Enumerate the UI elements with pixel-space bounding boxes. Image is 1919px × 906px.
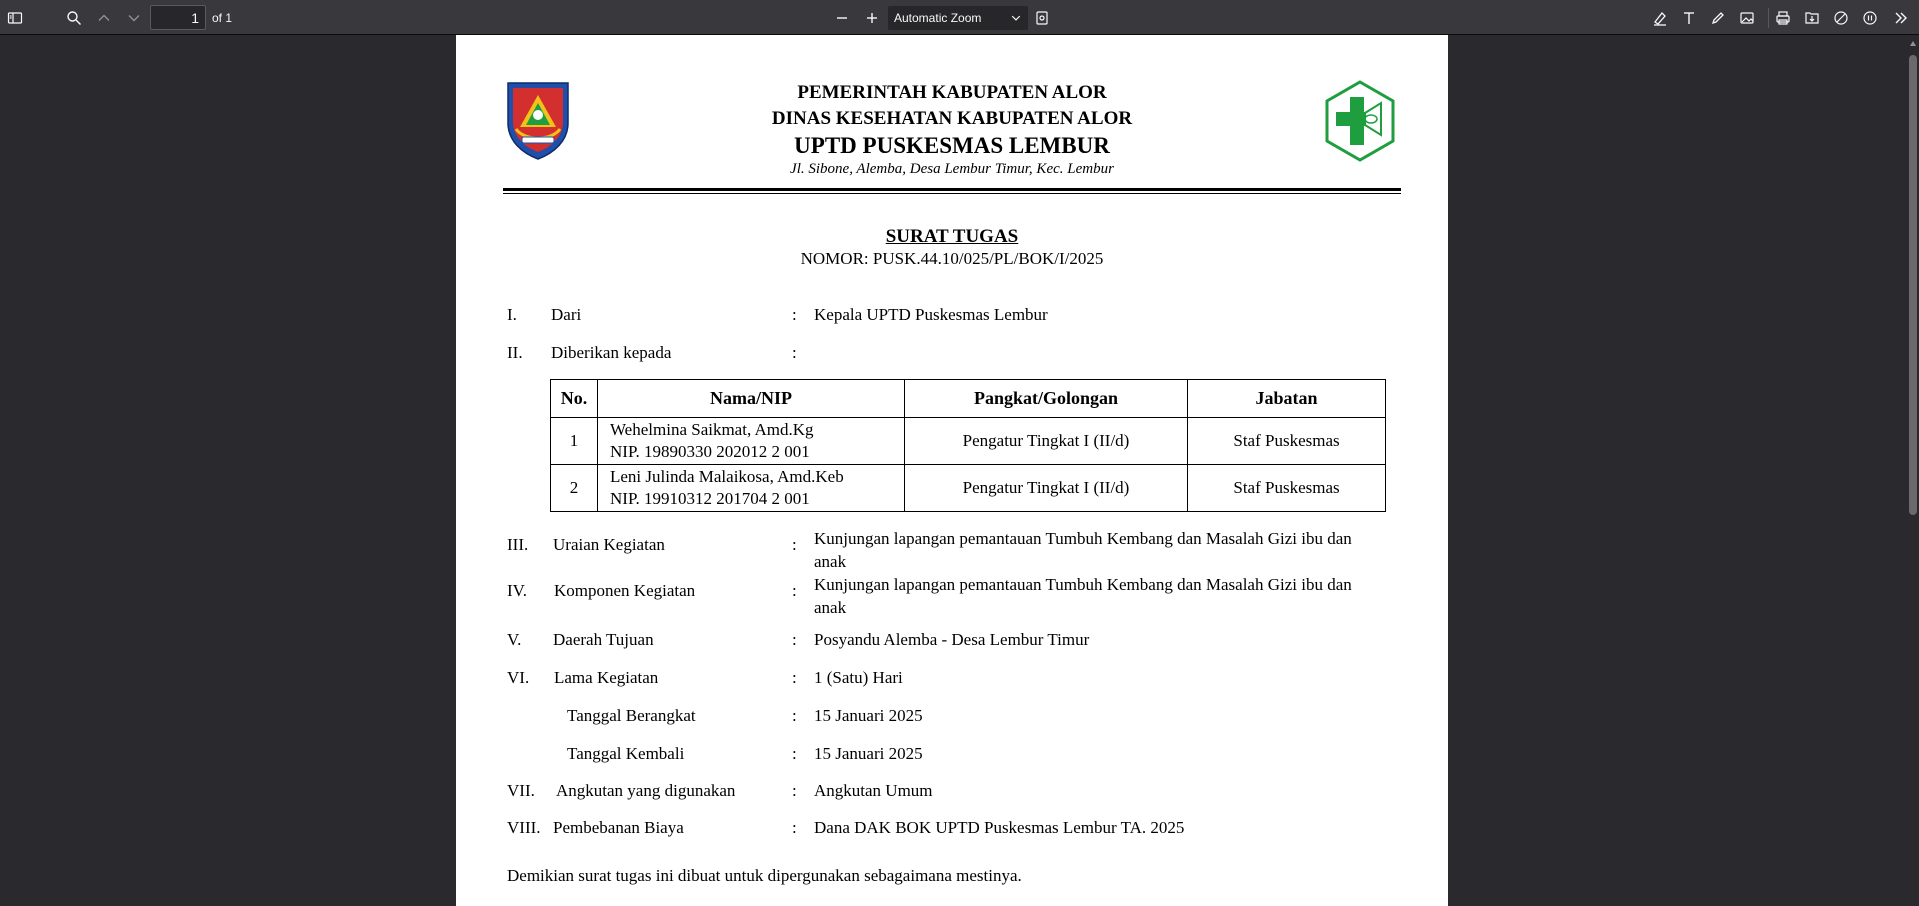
page-count-label: of 1	[212, 11, 233, 25]
chevron-down-icon	[1010, 12, 1022, 24]
row-2-position: Staf Puskesmas	[1188, 465, 1386, 512]
row-2-no: 2	[551, 465, 598, 512]
row-1-position: Staf Puskesmas	[1188, 418, 1386, 465]
letter-number: NOMOR: PUSK.44.10/025/PL/BOK/I/2025	[800, 249, 1104, 268]
zoom-in-button[interactable]	[860, 6, 884, 30]
section-6-value: 1 (Satu) Hari	[814, 668, 903, 687]
text-icon	[1681, 10, 1697, 26]
row-2-nip: NIP. 19910312 201704 2 001	[610, 489, 810, 508]
zoom-out-button[interactable]	[830, 6, 854, 30]
section-7-label: Angkutan yang digunakan	[556, 781, 736, 800]
next-page-button[interactable]	[122, 6, 146, 30]
plus-icon	[864, 10, 880, 26]
pdf-toolbar	[0, 0, 1919, 35]
tools-menu-button[interactable]	[1889, 6, 1913, 30]
search-icon	[66, 10, 82, 26]
section-4-value-line-1: Kunjungan lapangan pemantauan Tumbuh Kembang dan Masalah Gizi ibu dan	[814, 575, 1352, 594]
header-name: Nama/NIP	[598, 380, 905, 418]
minus-icon	[834, 10, 850, 26]
header-position: Jabatan	[1188, 380, 1386, 418]
section-7-value: Angkutan Umum	[814, 781, 933, 800]
save-icon	[1804, 10, 1820, 26]
previous-page-button[interactable]	[92, 6, 116, 30]
draw-icon	[1710, 10, 1726, 26]
tools-icon	[1893, 10, 1909, 26]
presentation-icon	[1034, 10, 1050, 26]
section-1-number: I.	[507, 305, 517, 324]
letterhead-address: Jl. Sibone, Alemba, Desa Lembur Timur, Kec. Lembur	[790, 161, 1114, 177]
signature-button[interactable]	[1829, 6, 1853, 30]
section-1-label: Dari	[551, 305, 582, 324]
image-button[interactable]	[1735, 6, 1759, 30]
section-1-value: Kepala UPTD Puskesmas Lembur	[814, 305, 1048, 324]
section-6-label: Lama Kegiatan	[554, 668, 659, 687]
presentation-mode-button[interactable]	[1030, 6, 1054, 30]
row-2-name-cell	[598, 465, 905, 512]
text-button[interactable]	[1677, 6, 1701, 30]
print-icon	[1775, 10, 1791, 26]
section-4-number: IV.	[507, 581, 527, 600]
section-3-value-line-1: Kunjungan lapangan pemantauan Tumbuh Kembang dan Masalah Gizi ibu dan	[814, 529, 1352, 548]
departure-date-label: Tanggal Berangkat	[567, 706, 696, 725]
zoom-select[interactable]	[888, 6, 1028, 30]
section-3-value-line-2: anak	[814, 552, 847, 571]
sidebar-toggle-icon	[7, 10, 23, 26]
table-row	[551, 418, 1386, 465]
row-1-name: Wehelmina Saikmat, Amd.Kg	[610, 420, 814, 439]
section-5-colon: :	[792, 630, 797, 649]
section-3-number: III.	[507, 535, 529, 554]
row-1-rank: Pengatur Tingkat I (II/d)	[905, 418, 1188, 465]
return-date-label: Tanggal Kembali	[567, 744, 685, 763]
assignee-table	[550, 379, 1386, 512]
page-number-input[interactable]	[150, 5, 206, 30]
departure-date-colon: :	[792, 706, 797, 725]
print-button[interactable]	[1771, 6, 1795, 30]
section-6-number: VI.	[507, 668, 530, 687]
letterhead-line-2: DINAS KESEHATAN KABUPATEN ALOR	[771, 108, 1133, 129]
departure-date-value: 15 Januari 2025	[814, 706, 923, 725]
letterhead-line-1: PEMERINTAH KABUPATEN ALOR	[797, 82, 1107, 103]
draw-button[interactable]	[1706, 6, 1730, 30]
letterhead-rule-thin	[503, 193, 1401, 194]
header-no: No.	[551, 380, 598, 418]
section-2-number: II.	[507, 343, 523, 362]
zoom-value: Automatic Zoom	[894, 11, 982, 25]
section-4-colon: :	[792, 581, 797, 600]
return-date-value: 15 Januari 2025	[814, 744, 923, 763]
section-3-label: Uraian Kegiatan	[553, 535, 665, 554]
chevron-up-icon	[96, 10, 112, 26]
letter-title: SURAT TUGAS	[885, 226, 1019, 247]
chevron-down-icon	[126, 10, 142, 26]
section-6-colon: :	[792, 668, 797, 687]
row-2-name: Leni Julinda Malaikosa, Amd.Keb	[610, 467, 844, 486]
section-5-label: Daerah Tujuan	[553, 630, 654, 649]
section-2-colon: :	[792, 343, 797, 362]
letterhead-line-3: UPTD PUSKESMAS LEMBUR	[794, 133, 1110, 158]
letterhead-rule-thick	[503, 188, 1401, 191]
closing-statement: Demikian surat tugas ini dibuat untuk dipergunakan sebagaimana mestinya.	[507, 866, 1022, 885]
highlight-icon	[1652, 10, 1668, 26]
section-5-number: V.	[507, 630, 522, 649]
section-5-value: Posyandu Alemba - Desa Lembur Timur	[814, 630, 1090, 649]
ai-icon	[1862, 10, 1878, 26]
image-icon	[1739, 10, 1755, 26]
save-button[interactable]	[1800, 6, 1824, 30]
section-4-value-line-2: anak	[814, 598, 847, 617]
table-row	[551, 465, 1386, 512]
signature-icon	[1833, 10, 1849, 26]
section-4-label: Komponen Kegiatan	[554, 581, 696, 600]
highlight-button[interactable]	[1648, 6, 1672, 30]
viewer-scrollbar[interactable]	[1907, 35, 1919, 906]
row-1-nip: NIP. 19890330 202012 2 001	[610, 442, 810, 461]
section-1-colon: :	[792, 305, 797, 324]
section-7-number: VII.	[507, 781, 535, 800]
section-3-colon: :	[792, 535, 797, 554]
section-8-label: Pembebanan Biaya	[553, 818, 684, 837]
find-button[interactable]	[62, 6, 86, 30]
return-date-colon: :	[792, 744, 797, 763]
scrollbar-thumb[interactable]	[1909, 55, 1917, 515]
ai-assist-button[interactable]	[1858, 6, 1882, 30]
header-rank: Pangkat/Golongan	[905, 380, 1188, 418]
table-header-row	[551, 380, 1386, 418]
section-8-number: VIII.	[507, 818, 541, 837]
sidebar-toggle-button[interactable]	[3, 6, 27, 30]
section-8-value: Dana DAK BOK UPTD Puskesmas Lembur TA. 2025	[814, 818, 1185, 837]
pdf-page	[456, 35, 1448, 906]
row-1-no: 1	[551, 418, 598, 465]
section-8-colon: :	[792, 818, 797, 837]
row-1-name-cell	[598, 418, 905, 465]
section-2-label: Diberikan kepada	[551, 343, 672, 362]
toolbar-separator	[1768, 8, 1769, 28]
scroll-up-icon	[1909, 39, 1917, 49]
row-2-rank: Pengatur Tingkat I (II/d)	[905, 465, 1188, 512]
section-7-colon: :	[792, 781, 797, 800]
